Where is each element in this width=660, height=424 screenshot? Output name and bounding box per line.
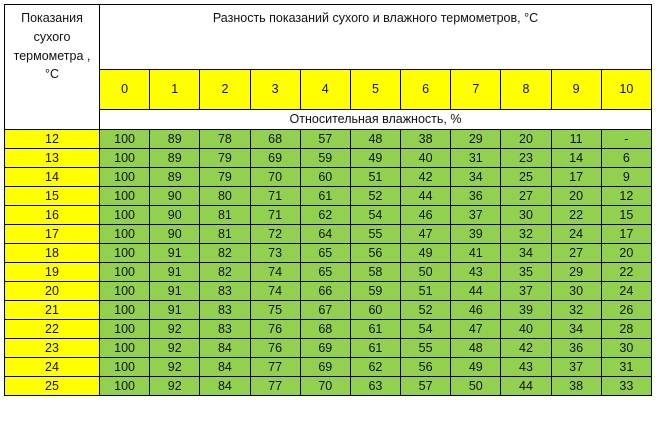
humidity-value-cell: 20 [551, 187, 601, 206]
table-row [5, 282, 652, 301]
humidity-value-cell: 34 [551, 320, 601, 339]
humidity-value-cell: 56 [350, 244, 400, 263]
humidity-value-cell: 59 [350, 282, 400, 301]
humidity-value-cell: 39 [501, 301, 551, 320]
humidity-value-cell: 90 [150, 206, 200, 225]
humidity-value-cell: 34 [501, 244, 551, 263]
dry-temperature-cell: 18 [5, 244, 100, 263]
humidity-value-cell: 91 [150, 282, 200, 301]
humidity-value-cell: 77 [250, 358, 300, 377]
humidity-value-cell: 14 [551, 149, 601, 168]
humidity-value-cell: 76 [250, 320, 300, 339]
humidity-value-cell: 100 [100, 301, 150, 320]
humidity-value-cell: 74 [250, 282, 300, 301]
humidity-value-cell: 43 [451, 263, 501, 282]
humidity-value-cell: 68 [250, 130, 300, 149]
humidity-value-cell: 41 [451, 244, 501, 263]
humidity-value-cell: 51 [401, 282, 451, 301]
humidity-value-cell: 82 [200, 263, 250, 282]
humidity-value-cell: 59 [300, 149, 350, 168]
humidity-value-cell: 42 [501, 339, 551, 358]
humidity-value-cell: 71 [250, 206, 300, 225]
humidity-value-cell: 62 [300, 206, 350, 225]
dry-temperature-cell: 20 [5, 282, 100, 301]
humidity-value-cell: 55 [401, 339, 451, 358]
humidity-value-cell: 40 [401, 149, 451, 168]
dry-temperature-cell: 15 [5, 187, 100, 206]
humidity-value-cell: 65 [300, 263, 350, 282]
humidity-value-cell: 24 [551, 225, 601, 244]
humidity-value-cell: 69 [250, 149, 300, 168]
humidity-value-cell: 92 [150, 339, 200, 358]
difference-column-header: 8 [501, 70, 551, 110]
dry-temperature-cell: 24 [5, 358, 100, 377]
dry-temperature-cell: 22 [5, 320, 100, 339]
humidity-value-cell: 61 [350, 339, 400, 358]
humidity-value-cell: 57 [300, 130, 350, 149]
humidity-value-cell: 27 [551, 244, 601, 263]
humidity-value-cell: 54 [401, 320, 451, 339]
humidity-value-cell: 69 [300, 358, 350, 377]
humidity-value-cell: 24 [601, 282, 651, 301]
humidity-value-cell: 100 [100, 130, 150, 149]
humidity-value-cell: 11 [551, 130, 601, 149]
table-row [5, 320, 652, 339]
humidity-value-cell: 90 [150, 225, 200, 244]
humidity-value-cell: 44 [451, 282, 501, 301]
humidity-value-cell: 52 [350, 187, 400, 206]
humidity-value-cell: 15 [601, 206, 651, 225]
humidity-value-cell: 37 [451, 206, 501, 225]
humidity-value-cell: 49 [451, 358, 501, 377]
humidity-value-cell: 40 [501, 320, 551, 339]
humidity-value-cell: 29 [451, 130, 501, 149]
humidity-value-cell: 100 [100, 187, 150, 206]
dry-temperature-cell: 25 [5, 377, 100, 396]
humidity-value-cell: 89 [150, 130, 200, 149]
humidity-value-cell: 61 [350, 320, 400, 339]
difference-column-header: 9 [551, 70, 601, 110]
humidity-value-cell: 31 [601, 358, 651, 377]
humidity-value-cell: 29 [551, 263, 601, 282]
dry-temperature-cell: 13 [5, 149, 100, 168]
difference-column-header: 7 [451, 70, 501, 110]
humidity-value-cell: 67 [300, 301, 350, 320]
humidity-value-cell: 92 [150, 320, 200, 339]
humidity-value-cell: 52 [401, 301, 451, 320]
humidity-value-cell: 60 [350, 301, 400, 320]
humidity-value-cell: 38 [551, 377, 601, 396]
humidity-value-cell: 47 [401, 225, 451, 244]
humidity-value-cell: 37 [551, 358, 601, 377]
difference-column-header: 1 [150, 70, 200, 110]
humidity-value-cell: 89 [150, 149, 200, 168]
dry-temperature-cell: 14 [5, 168, 100, 187]
humidity-value-cell: 46 [451, 301, 501, 320]
humidity-value-cell: 92 [150, 377, 200, 396]
humidity-value-cell: 31 [451, 149, 501, 168]
temperature-difference-header: Разность показаний сухого и влажного термометров, °С [100, 5, 652, 70]
header-row-title [5, 5, 652, 70]
humidity-value-cell: 84 [200, 339, 250, 358]
humidity-value-cell: 100 [100, 282, 150, 301]
humidity-value-cell: 72 [250, 225, 300, 244]
humidity-value-cell: 34 [451, 168, 501, 187]
humidity-value-cell: 30 [551, 282, 601, 301]
humidity-value-cell: 42 [401, 168, 451, 187]
humidity-value-cell: 50 [451, 377, 501, 396]
humidity-value-cell: 37 [501, 282, 551, 301]
humidity-value-cell: 30 [601, 339, 651, 358]
humidity-value-cell: 9 [601, 168, 651, 187]
humidity-value-cell: 81 [200, 225, 250, 244]
humidity-value-cell: 36 [451, 187, 501, 206]
humidity-value-cell: 83 [200, 301, 250, 320]
humidity-value-cell: 44 [501, 377, 551, 396]
humidity-value-cell: 27 [501, 187, 551, 206]
humidity-value-cell: 74 [250, 263, 300, 282]
humidity-value-cell: 23 [501, 149, 551, 168]
humidity-value-cell: 83 [200, 282, 250, 301]
difference-column-header: 6 [401, 70, 451, 110]
humidity-value-cell: 100 [100, 377, 150, 396]
table-row [5, 225, 652, 244]
humidity-value-cell: 100 [100, 225, 150, 244]
humidity-value-cell: 30 [501, 206, 551, 225]
humidity-value-cell: 64 [300, 225, 350, 244]
humidity-value-cell: 84 [200, 358, 250, 377]
humidity-value-cell: 58 [350, 263, 400, 282]
table-row [5, 339, 652, 358]
humidity-value-cell: 17 [551, 168, 601, 187]
humidity-value-cell: 100 [100, 168, 150, 187]
humidity-value-cell: 32 [501, 225, 551, 244]
difference-column-header: 5 [350, 70, 400, 110]
humidity-value-cell: 70 [300, 377, 350, 396]
humidity-value-cell: 81 [200, 206, 250, 225]
table-row [5, 244, 652, 263]
table-row [5, 358, 652, 377]
humidity-value-cell: 32 [551, 301, 601, 320]
humidity-value-cell: 100 [100, 263, 150, 282]
humidity-value-cell: 65 [300, 244, 350, 263]
humidity-value-cell: 49 [350, 149, 400, 168]
humidity-value-cell: 100 [100, 206, 150, 225]
humidity-value-cell: 56 [401, 358, 451, 377]
humidity-value-cell: 100 [100, 358, 150, 377]
humidity-value-cell: 100 [100, 244, 150, 263]
humidity-value-cell: 28 [601, 320, 651, 339]
humidity-value-cell: 35 [501, 263, 551, 282]
humidity-value-cell: 46 [401, 206, 451, 225]
humidity-value-cell: 92 [150, 358, 200, 377]
humidity-value-cell: 100 [100, 339, 150, 358]
humidity-value-cell: 33 [601, 377, 651, 396]
humidity-value-cell: 22 [551, 206, 601, 225]
header-row-humidity [5, 110, 652, 130]
humidity-value-cell: 50 [401, 263, 451, 282]
psychrometric-table [4, 4, 652, 396]
humidity-value-cell: 84 [200, 377, 250, 396]
humidity-value-cell: 83 [200, 320, 250, 339]
humidity-value-cell: 78 [200, 130, 250, 149]
humidity-value-cell: 91 [150, 244, 200, 263]
table-row [5, 206, 652, 225]
humidity-value-cell: 20 [601, 244, 651, 263]
humidity-value-cell: 57 [401, 377, 451, 396]
difference-column-header: 4 [300, 70, 350, 110]
table-row [5, 263, 652, 282]
humidity-value-cell: 26 [601, 301, 651, 320]
dry-temperature-cell: 17 [5, 225, 100, 244]
humidity-value-cell: 22 [601, 263, 651, 282]
humidity-value-cell: 69 [300, 339, 350, 358]
dry-temperature-cell: 23 [5, 339, 100, 358]
difference-column-header: 2 [200, 70, 250, 110]
humidity-value-cell: 71 [250, 187, 300, 206]
humidity-value-cell: 25 [501, 168, 551, 187]
humidity-value-cell: 66 [300, 282, 350, 301]
table-row [5, 149, 652, 168]
humidity-value-cell: 91 [150, 263, 200, 282]
humidity-value-cell: 20 [501, 130, 551, 149]
humidity-value-cell: 70 [250, 168, 300, 187]
dry-temperature-cell: 12 [5, 130, 100, 149]
relative-humidity-header: Относительная влажность, % [100, 110, 652, 130]
humidity-value-cell: 100 [100, 149, 150, 168]
humidity-value-cell: - [601, 130, 651, 149]
difference-column-header: 3 [250, 70, 300, 110]
table-row [5, 130, 652, 149]
dry-temperature-cell: 21 [5, 301, 100, 320]
humidity-value-cell: 38 [401, 130, 451, 149]
humidity-value-cell: 55 [350, 225, 400, 244]
difference-column-header: 10 [601, 70, 651, 110]
humidity-value-cell: 48 [451, 339, 501, 358]
humidity-value-cell: 77 [250, 377, 300, 396]
humidity-value-cell: 73 [250, 244, 300, 263]
humidity-value-cell: 68 [300, 320, 350, 339]
humidity-value-cell: 39 [451, 225, 501, 244]
humidity-value-cell: 82 [200, 244, 250, 263]
humidity-value-cell: 60 [300, 168, 350, 187]
humidity-value-cell: 43 [501, 358, 551, 377]
humidity-value-cell: 62 [350, 358, 400, 377]
humidity-value-cell: 63 [350, 377, 400, 396]
humidity-value-cell: 17 [601, 225, 651, 244]
humidity-value-cell: 48 [350, 130, 400, 149]
humidity-value-cell: 61 [300, 187, 350, 206]
humidity-value-cell: 89 [150, 168, 200, 187]
dry-thermometer-header: Показания сухого термометра , °С [5, 5, 100, 130]
humidity-value-cell: 51 [350, 168, 400, 187]
humidity-value-cell: 100 [100, 320, 150, 339]
humidity-value-cell: 91 [150, 301, 200, 320]
humidity-value-cell: 36 [551, 339, 601, 358]
humidity-value-cell: 47 [451, 320, 501, 339]
humidity-value-cell: 90 [150, 187, 200, 206]
header-row-differences [5, 70, 652, 110]
humidity-value-cell: 49 [401, 244, 451, 263]
humidity-value-cell: 79 [200, 168, 250, 187]
dry-temperature-cell: 16 [5, 206, 100, 225]
dry-temperature-cell: 19 [5, 263, 100, 282]
humidity-value-cell: 54 [350, 206, 400, 225]
humidity-value-cell: 75 [250, 301, 300, 320]
humidity-value-cell: 76 [250, 339, 300, 358]
humidity-value-cell: 79 [200, 149, 250, 168]
table-row [5, 168, 652, 187]
humidity-value-cell: 44 [401, 187, 451, 206]
table-row [5, 377, 652, 396]
difference-column-header: 0 [100, 70, 150, 110]
humidity-value-cell: 80 [200, 187, 250, 206]
humidity-value-cell: 6 [601, 149, 651, 168]
table-row [5, 187, 652, 206]
humidity-value-cell: 12 [601, 187, 651, 206]
table-row [5, 301, 652, 320]
